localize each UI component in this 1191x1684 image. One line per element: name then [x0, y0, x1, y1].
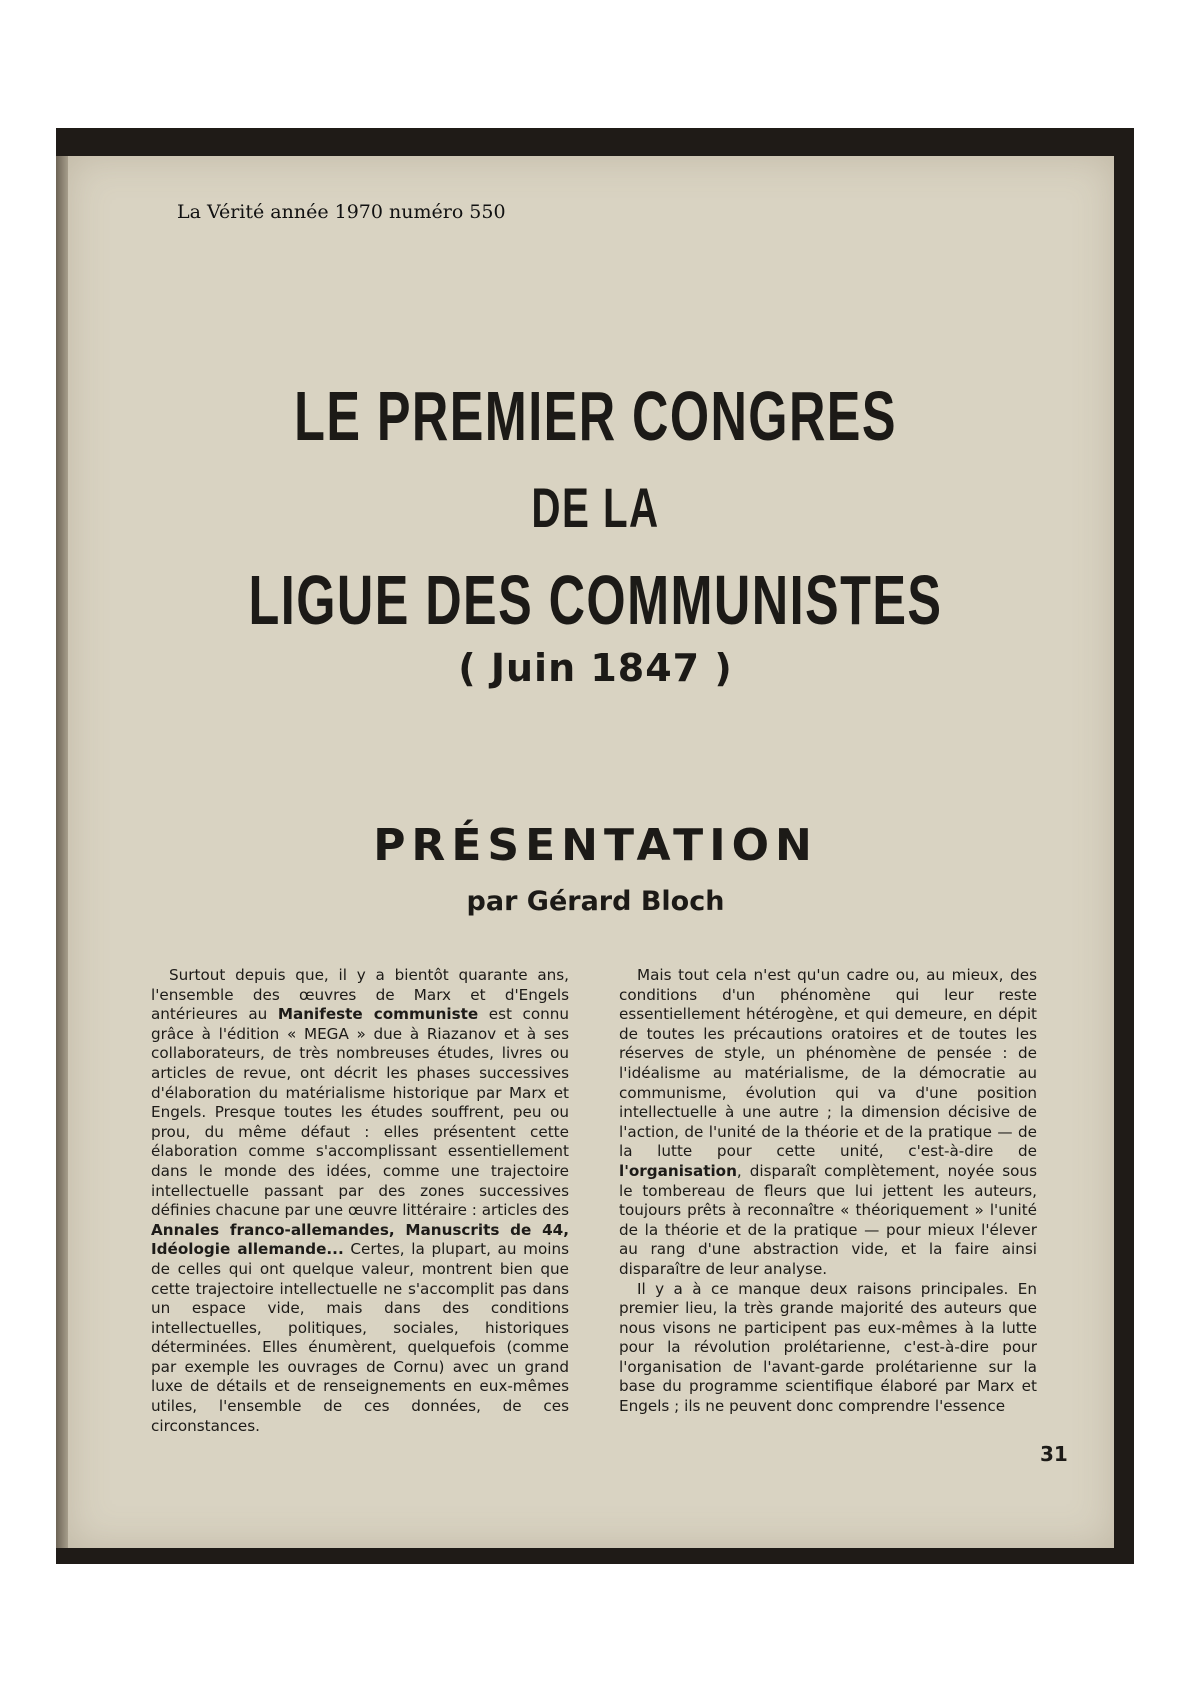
title-line-2: DE LA: [531, 476, 660, 539]
page-number: 31: [1040, 1442, 1068, 1466]
article-column-right: [619, 966, 1037, 1417]
source-note: La Vérité année 1970 numéro 550: [177, 201, 506, 223]
paragraph: Surtout depuis que, il y a bientôt quarante ans, l'ensemble des œuvres de Marx et d'Engels antérieures au Manifeste communiste est connu grâce à l'édition « MEGA » due à Riazanov et à ses collaborateurs, de très nombreuses études, livres ou articles de revue, ont décrit les phases successives d'élaboration du matérialisme historique par Marx et Engels. Presque toutes les études souffrent, peu ou prou, du même défaut : elles présentent cette élaboration comme s'accomplissant essentiellement dans le monde des idées, comme une trajectoire intellectuelle passant par des zones successives définies chacune par une œuvre littéraire : articles des Annales franco-allemandes, Manuscrits de 44, Idéologie allemande... Certes, la plupart, au moins de celles qui ont quelque valeur, montrent bien que cette trajectoire intellectuelle ne s'accomplit pas dans un espace vide, mais dans des conditions intellectuelles, politiques, sociales, historiques déterminées. Elles énumèrent, quelquefois (comme par exemple les ouvrages de Cornu) avec un grand luxe de détails et de renseignements en eux-mêmes utiles, l'ensemble de ces données, de ces circonstances.: [151, 966, 569, 1435]
section-heading: PRÉSENTATION: [373, 820, 818, 871]
paragraph: Mais tout cela n'est qu'un cadre ou, au mieux, des conditions d'un phénomène qui leur reste essentiellement hétérogène, et qui demeure, en dépit de toutes les précautions oratoires et de toutes les réserves de style, un phénomène de pensée : de l'idéalisme au matérialisme, de la démocratie au communisme, évolution qui va d'une position intellectuelle à une autre ; la dimension décisive de l'action, de l'unité de la théorie et de la pratique — de la lutte pour cette unité, c'est-à-dire de l'organisation, disparaît complètement, noyée sous le tombereau de fleurs que lui jettent les auteurs, toujours prêts à reconnaître « théoriquement » l'unité de la théorie et de la pratique — pour mieux l'élever au rang d'une abstraction vide, et la faire ainsi disparaître de leur analyse.: [619, 966, 1037, 1278]
title-date: ( Juin 1847 ): [458, 646, 733, 690]
article-column-left: [151, 966, 569, 1436]
paragraph: Il y a à ce manque deux raisons principales. En premier lieu, la très grande majorité des auteurs que nous visons ne participent pas eux-mêmes à la lutte pour la révolution prolétarienne, c'est-à-dire pour l'organisation de l'avant-garde prolétarienne sur la base du programme scientifique élaboré par Marx et Engels ; ils ne peuvent donc comprendre l'essence: [619, 1279, 1037, 1416]
title-line-3: LIGUE DES COMMUNISTES: [248, 561, 943, 639]
title-line-1: LE PREMIER CONGRES: [294, 377, 897, 455]
author-byline: par Gérard Bloch: [466, 886, 725, 917]
